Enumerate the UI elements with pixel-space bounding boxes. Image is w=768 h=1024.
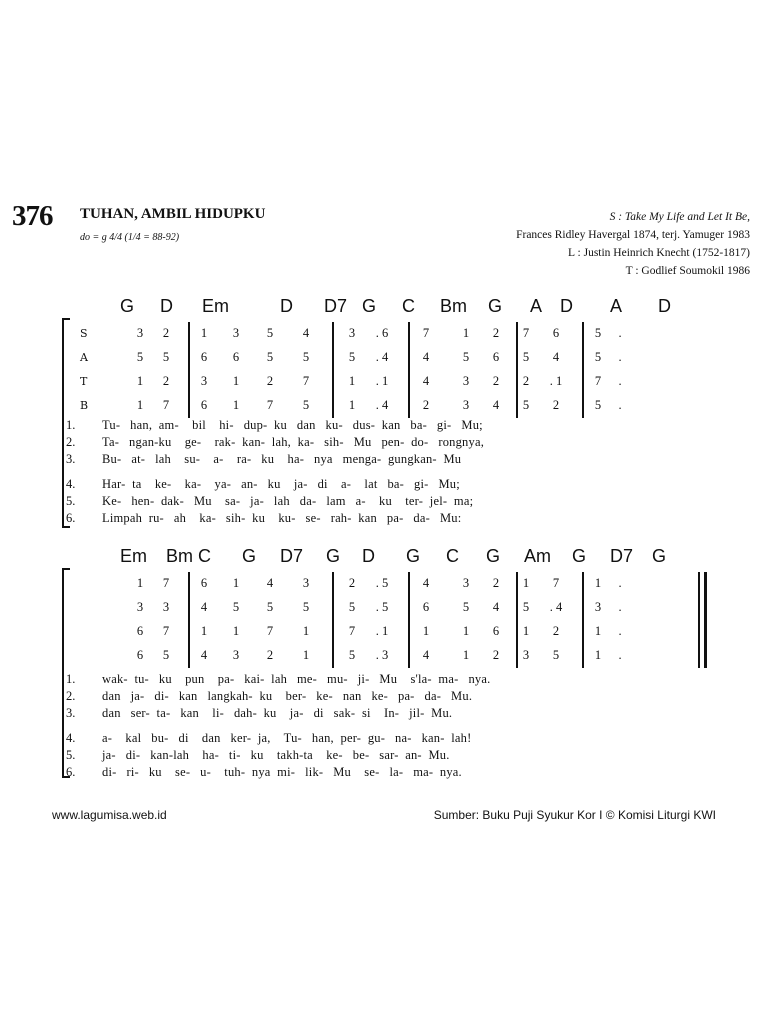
note: 5 (522, 600, 530, 614)
note: . (618, 374, 622, 388)
note: 3 (136, 600, 144, 614)
note: 7 (552, 576, 560, 590)
lyric-text: dan ser- ta- kan li- dah- ku ja- di sak- si In- jil- Mu. (102, 706, 453, 720)
note: 7 (266, 624, 274, 638)
voice-row-t (62, 370, 702, 394)
voice-label: S (80, 327, 88, 340)
lyric-line (62, 418, 702, 436)
note: 3 (522, 648, 530, 662)
note: 6 (200, 398, 208, 412)
chord-symbol: D (362, 546, 375, 566)
verse-number: 6. (66, 511, 76, 525)
note: 3 (462, 576, 470, 590)
note: 5 (266, 600, 274, 614)
bar-line (516, 572, 518, 668)
note: 1 (136, 398, 144, 412)
note: 5 (162, 350, 170, 364)
note: 1 (136, 576, 144, 590)
note: 4 (422, 374, 430, 388)
note: 2 (492, 326, 500, 340)
chord-symbol: C (198, 546, 211, 566)
chord-symbol: A (530, 296, 543, 316)
note: 5 (266, 326, 274, 340)
voice-row-s (62, 572, 702, 596)
hymn-title: TUHAN, AMBIL HIDUPKU (80, 206, 266, 222)
note: 1 (200, 326, 208, 340)
note: . (618, 350, 622, 364)
hymn-meta: do = g 4/4 (1/4 = 88-92) (80, 232, 180, 243)
note: 1 (302, 648, 310, 662)
note: 5 (594, 398, 602, 412)
credit-line-arranger: T : Godlief Soumokil 1986 (625, 265, 750, 277)
note: 1 (462, 624, 470, 638)
note: 1 (594, 648, 602, 662)
note: 1 (136, 374, 144, 388)
verse-number: 4. (66, 477, 76, 491)
verse-number: 1. (66, 672, 76, 686)
lyric-text: wak- tu- ku pun pa- kai- lah me- mu- ji- Mu s'la- ma- nya. (102, 672, 491, 686)
chord-symbol: Am (524, 546, 551, 566)
note: 1 (348, 398, 356, 412)
lyric-line (62, 748, 702, 766)
note: 2 (266, 374, 274, 388)
bar-line (188, 322, 190, 418)
lyric-line (62, 689, 702, 707)
lyric-line (62, 494, 702, 512)
chord-symbol: G (652, 546, 667, 566)
note: 3 (302, 576, 310, 590)
chord-symbol: D7 (324, 296, 348, 316)
bar-line (332, 572, 334, 668)
verse-number: 3. (66, 452, 76, 466)
chord-symbol: G (486, 546, 501, 566)
credit-line-author: Frances Ridley Havergal 1874, terj. Yamuger 1983 (516, 229, 750, 241)
note: 1 (232, 374, 240, 388)
note: . (618, 326, 622, 340)
note: 1 (522, 624, 530, 638)
note: 3 (594, 600, 602, 614)
verse-number: 1. (66, 418, 76, 432)
verse-number: 2. (66, 435, 76, 449)
bar-line (408, 322, 410, 418)
bar-line (408, 572, 410, 668)
final-bar-line (704, 572, 707, 668)
note: . 4 (375, 350, 389, 364)
chord-symbol: A (610, 296, 623, 316)
note: 2 (266, 648, 274, 662)
lyric-text: dan ja- di- kan langkah- ku ber- ke- nan ke- pa- da- Mu. (102, 689, 473, 703)
note: . 1 (375, 624, 389, 638)
voice-row-s (62, 322, 702, 346)
verse-number: 4. (66, 731, 76, 745)
bar-line (516, 322, 518, 418)
verse-number: 5. (66, 748, 76, 762)
note: . 1 (375, 374, 389, 388)
chord-symbol: Bm (166, 546, 193, 566)
chord-symbol: G (242, 546, 257, 566)
note: . 5 (375, 576, 389, 590)
note: 4 (492, 600, 500, 614)
note: 6 (200, 576, 208, 590)
hymn-credits (516, 208, 750, 280)
note: 1 (232, 576, 240, 590)
verse-number: 2. (66, 689, 76, 703)
note: 3 (232, 648, 240, 662)
note: 1 (348, 374, 356, 388)
note: 3 (348, 326, 356, 340)
note: . 4 (549, 600, 563, 614)
lyric-text: Ke- hen- dak- Mu sa- ja- lah da- lam a- ku ter- jel- ma; (102, 494, 474, 508)
note: 3 (232, 326, 240, 340)
note: . 1 (549, 374, 563, 388)
note: . 4 (375, 398, 389, 412)
chord-symbol: G (120, 296, 135, 316)
bar-line (582, 572, 584, 668)
note: 7 (594, 374, 602, 388)
note: 2 (552, 398, 560, 412)
note: 7 (422, 326, 430, 340)
note: 6 (200, 350, 208, 364)
note: 7 (302, 374, 310, 388)
chord-symbol: G (362, 296, 377, 316)
lyric-line (62, 672, 702, 690)
note: 2 (492, 374, 500, 388)
note: . (618, 648, 622, 662)
lyric-text: Ta- ngan-ku ge- rak- kan- lah, ka- sih- Mu pen- do- rongnya, (102, 435, 485, 449)
note: 5 (552, 648, 560, 662)
note: 2 (552, 624, 560, 638)
note: 2 (422, 398, 430, 412)
note: . 6 (375, 326, 389, 340)
final-bar-line (698, 572, 700, 668)
note: 6 (492, 624, 500, 638)
note: 7 (162, 624, 170, 638)
note: 7 (162, 398, 170, 412)
lyric-line (62, 452, 702, 470)
note: 7 (348, 624, 356, 638)
voice-row-a (62, 346, 702, 370)
credit-line-composer: L : Justin Heinrich Knecht (1752-1817) (568, 247, 750, 259)
note: 4 (492, 398, 500, 412)
note: 3 (462, 374, 470, 388)
chord-symbol: G (572, 546, 587, 566)
note: . (618, 576, 622, 590)
note: 5 (522, 398, 530, 412)
footer-source: Sumber: Buku Puji Syukur Kor I © Komisi Liturgi KWI (433, 808, 716, 822)
note: 1 (232, 398, 240, 412)
note: . 5 (375, 600, 389, 614)
note: 1 (302, 624, 310, 638)
lyric-text: Har- ta ke- ka- ya- an- ku ja- di a- lat ba- gi- Mu; (102, 477, 460, 491)
note: 3 (162, 600, 170, 614)
voice-label: A (80, 351, 88, 364)
note: 3 (200, 374, 208, 388)
note: 5 (266, 350, 274, 364)
note: 1 (232, 624, 240, 638)
note: 5 (302, 600, 310, 614)
note: 4 (552, 350, 560, 364)
note: 4 (200, 648, 208, 662)
footer-website[interactable]: www.lagumisa.web.id (52, 808, 167, 822)
chord-symbol: D (560, 296, 573, 316)
bar-line (188, 572, 190, 668)
credit-line-source: S : Take My Life and Let It Be, (609, 211, 750, 223)
voice-label: B (80, 399, 89, 412)
voice-row-b (62, 644, 702, 668)
note: 3 (462, 398, 470, 412)
note: 4 (200, 600, 208, 614)
chord-symbol: G (326, 546, 341, 566)
lyric-text: di- ri- ku se- u- tuh- nya mi- lik- Mu se- la- ma- nya. (102, 765, 462, 779)
chord-symbol: C (446, 546, 459, 566)
lyric-line (62, 706, 702, 724)
verse-number: 5. (66, 494, 76, 508)
lyric-text: Tu- han, am- bil hi- dup- ku dan ku- dus- kan ba- gi- Mu; (102, 418, 483, 432)
voice-label: T (80, 375, 88, 388)
note: 1 (594, 624, 602, 638)
note: 5 (594, 326, 602, 340)
note: 4 (422, 350, 430, 364)
note: 5 (302, 398, 310, 412)
note: 5 (348, 648, 356, 662)
chord-symbol: G (488, 296, 503, 316)
note: 2 (522, 374, 530, 388)
chord-symbol: D (658, 296, 671, 316)
chord-symbol: D7 (610, 546, 634, 566)
bar-line (582, 322, 584, 418)
chord-symbol: Em (120, 546, 147, 566)
voice-row-b (62, 394, 702, 418)
chord-symbol: D7 (280, 546, 304, 566)
verse-number: 6. (66, 765, 76, 779)
note: 6 (552, 326, 560, 340)
note: 5 (232, 600, 240, 614)
note: . 3 (375, 648, 389, 662)
lyric-text: Limpah ru- ah ka- sih- ku ku- se- rah- kan pa- da- Mu: (102, 511, 462, 525)
hymn-number: 376 (12, 200, 53, 232)
note: 5 (162, 648, 170, 662)
note: 4 (302, 326, 310, 340)
note: 2 (162, 374, 170, 388)
note: 4 (422, 648, 430, 662)
note: 5 (594, 350, 602, 364)
note: 2 (162, 326, 170, 340)
note: 6 (492, 350, 500, 364)
note: 6 (422, 600, 430, 614)
note: 5 (522, 350, 530, 364)
note: 1 (522, 576, 530, 590)
note: 1 (422, 624, 430, 638)
verse-number: 3. (66, 706, 76, 720)
chord-symbol: D (280, 296, 293, 316)
voice-row-t (62, 620, 702, 644)
bar-line (332, 322, 334, 418)
note: . (618, 600, 622, 614)
lyric-line (62, 511, 702, 529)
note: 2 (348, 576, 356, 590)
chord-symbol: Em (202, 296, 229, 316)
note: 1 (200, 624, 208, 638)
lyric-text: Bu- at- lah su- a- ra- ku ha- nya menga- gungkan- Mu (102, 452, 462, 466)
score-system-1 (62, 296, 702, 536)
note: 2 (492, 648, 500, 662)
chord-symbol: C (402, 296, 415, 316)
note: 6 (136, 648, 144, 662)
note: 5 (348, 350, 356, 364)
note: 6 (232, 350, 240, 364)
note: 1 (594, 576, 602, 590)
note: 1 (462, 326, 470, 340)
lyric-text: ja- di- kan-lah ha- ti- ku takh-ta ke- be- sar- an- Mu. (102, 748, 450, 762)
chord-symbol: G (406, 546, 421, 566)
note: 5 (462, 600, 470, 614)
note: 5 (462, 350, 470, 364)
note: . (618, 624, 622, 638)
note: 1 (462, 648, 470, 662)
chord-symbol: D (160, 296, 173, 316)
lyric-text: a- kal bu- di dan ker- ja, Tu- han, per- gu- na- kan- lah! (102, 731, 472, 745)
lyric-line (62, 765, 702, 783)
note: 4 (422, 576, 430, 590)
note: 2 (492, 576, 500, 590)
note: 5 (302, 350, 310, 364)
note: 7 (522, 326, 530, 340)
voice-row-a (62, 596, 702, 620)
note: 3 (136, 326, 144, 340)
note: 5 (348, 600, 356, 614)
note: 5 (136, 350, 144, 364)
lyric-line (62, 731, 702, 749)
note: . (618, 398, 622, 412)
note: 4 (266, 576, 274, 590)
note: 7 (162, 576, 170, 590)
score-system-2 (62, 546, 702, 786)
lyric-line (62, 435, 702, 453)
chord-symbol: Bm (440, 296, 467, 316)
note: 6 (136, 624, 144, 638)
lyric-line (62, 477, 702, 495)
note: 7 (266, 398, 274, 412)
